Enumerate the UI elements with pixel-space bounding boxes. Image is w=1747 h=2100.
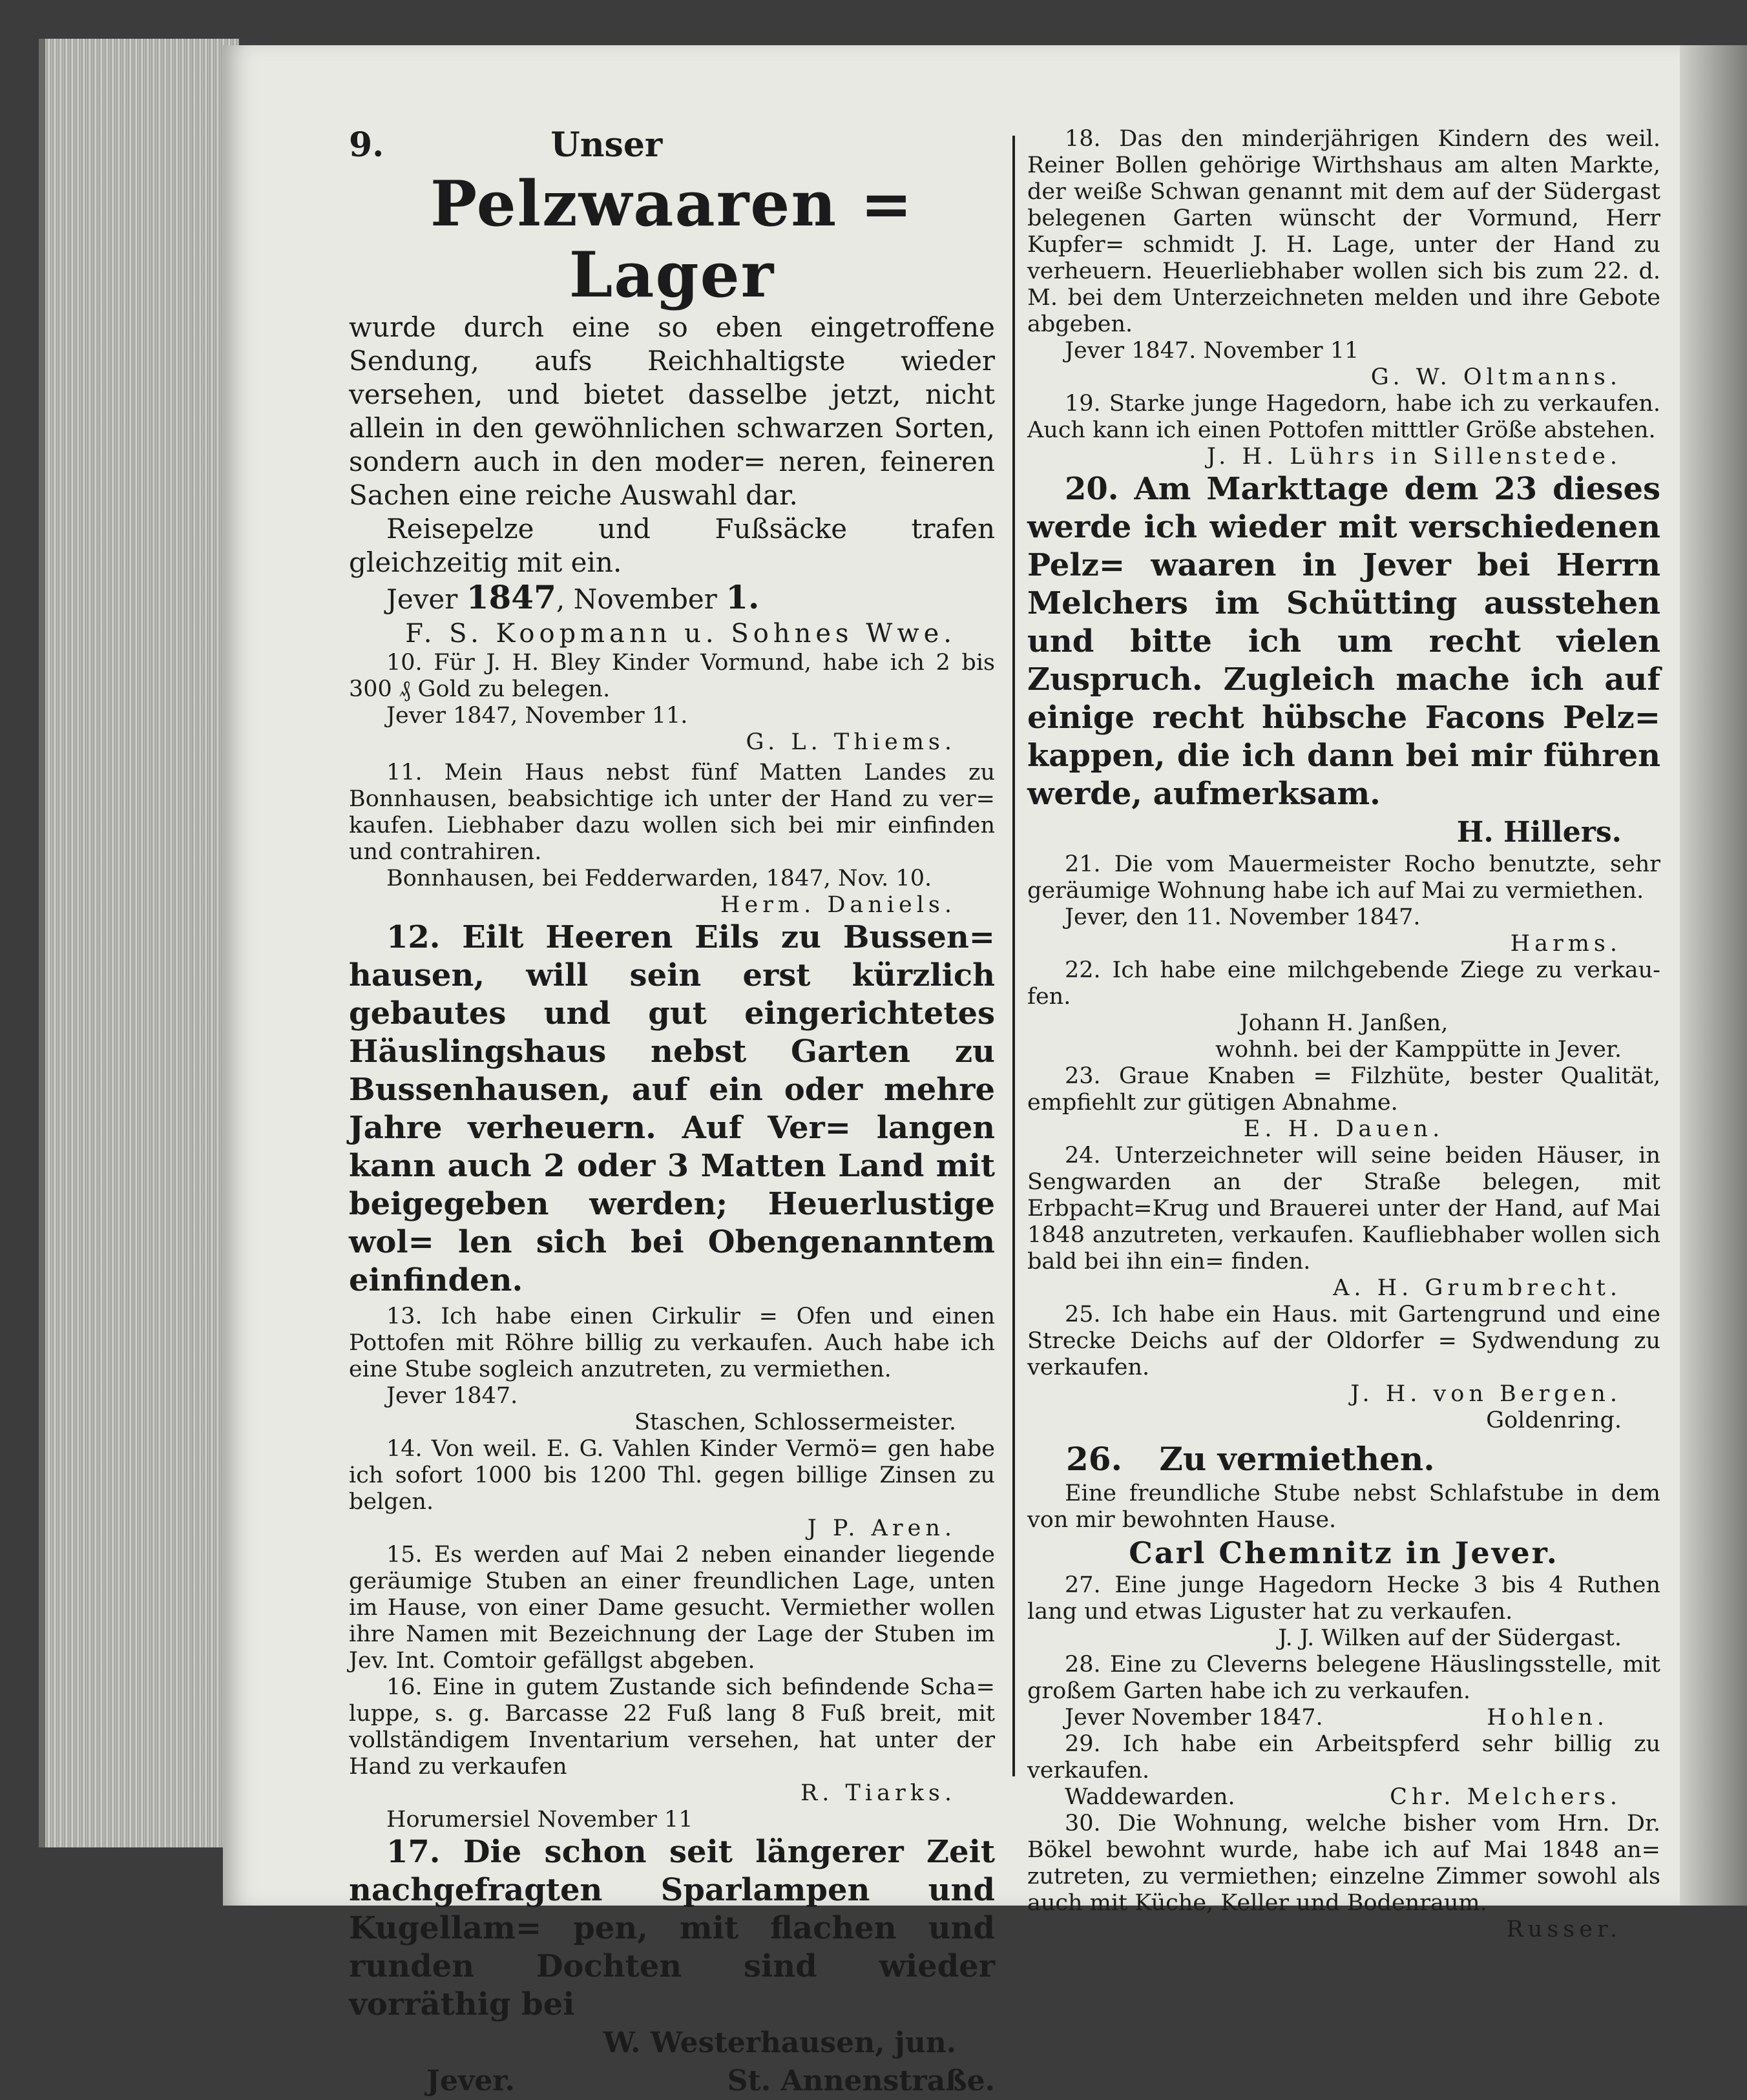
ad-23-text: 23. Graue Knaben = Filzhüte, bester Qualität, empfiehlt zur gütigen Abnahme. xyxy=(1027,1063,1660,1116)
ad-28 xyxy=(1027,1652,1660,1731)
ad-17-signature: W. Westerhausen, jun. xyxy=(603,2026,956,2059)
ad-16-text: 16. Eine in gutem Zustande sich befindende Scha= luppe, s. g. Barcasse 22 Fuß lang 8 Fuß breit, mit vollständigem Inventarium versehen, hat unter der Hand zu verkaufen xyxy=(349,1674,995,1780)
ad-21-text: 21. Die vom Mauermeister Rocho benutzte, sehr geräumige Wohnung habe ich auf Mai zu vermiethen. xyxy=(1027,851,1660,904)
ad-25-place: Goldenring. xyxy=(1486,1408,1622,1433)
ad-19-signature: J. H. Lührs in Sillenstede. xyxy=(1206,444,1622,470)
ad-10 xyxy=(349,650,995,756)
ad-21-signature: Harms. xyxy=(1510,931,1622,957)
ad-22-signature: Johann H. Janßen, xyxy=(1239,1010,1449,1036)
ad-22-address: wohnh. bei der Kamppütte in Jever. xyxy=(1215,1037,1622,1063)
ad-28-text: 28. Eine zu Cleverns belegene Häuslingsstelle, mit großem Garten habe ich zu verkaufen. xyxy=(1027,1652,1660,1704)
ad-11-text: 11. Mein Haus nebst fünf Matten Landes zu Bonnhausen, beabsichtige ich unter der Hand zu ver= kaufen. Liebhaber dazu wollen sich bei mir einfinden und contrahiren. xyxy=(349,760,995,865)
ad-12-text: 12. Eilt Heeren Eils zu Bussen= hausen, will sein erst kürzlich gebautes und gut eingerichtetes Häuslingshaus nebst Garten zu Bussenhausen, auf ein oder mehre Jahre verheuern. Auf Ver= langen kann auch 2 oder 3 Matten Land mit beigegeben werden; Heuerlustige wol= len sich bei Obengenanntem einfinden. xyxy=(349,919,995,1298)
ad-21 xyxy=(1027,851,1660,957)
ad-18 xyxy=(1027,126,1660,391)
ad-21-date: Jever, den 11. November 1847. xyxy=(1065,904,1421,930)
ad-18-signature: G. W. Oltmanns. xyxy=(1370,364,1622,390)
column-divider xyxy=(1012,136,1015,1776)
ad-9-body2: Reisepelze und Fußsäcke trafen gleichzeitig mit ein. xyxy=(349,513,995,578)
ad-11-date: Bonnhausen, bei Fedderwarden, 1847, Nov. 10. xyxy=(386,866,932,891)
ad-22 xyxy=(1027,957,1660,1063)
ad-24-text: 24. Unterzeichneter will seine beiden Häuser, in Sengwarden an der Straße belegen, mit Erbpacht=Krug und Brauerei unter der Hand, auf Mai 1848 anzutreten, verkaufen. Kaufliebhaber wollen sich bald bei ihn ein= finden. xyxy=(1027,1143,1660,1274)
ad-20-text: 20. Am Markttage dem 23 dieses werde ich wieder mit verschiedenen Pelz= waaren in Jever bei Herrn Melchers im Schütting ausstehen und bitte ich um recht vielen Zuspruch. Zugleich mache ich auf einige recht hübsche Facons Pelz= kappen, die ich dann bei mir führen werde, aufmerksam. xyxy=(1027,471,1660,812)
ad-17 xyxy=(349,1833,995,2100)
ad-26 xyxy=(1027,1439,1660,1572)
ad-10-text: 10. Für J. H. Bley Kinder Vormund, habe ich 2 bis 300 ₰ Gold zu belegen. xyxy=(349,650,995,702)
ad-25-text: 25. Ich habe ein Haus. mit Gartengrund und eine Strecke Deichs auf der Oldorfer = Sydwendung zu verkaufen. xyxy=(1027,1302,1660,1380)
ad-29-text: 29. Ich habe ein Arbeitspferd sehr billig zu verkaufen. xyxy=(1027,1731,1660,1783)
ad-19-text: 19. Starke junge Hagedorn, habe ich zu verkaufen. Auch kann ich einen Pottofen mitttler Größe abstehen. xyxy=(1027,391,1660,443)
left-column xyxy=(349,126,995,2100)
ad-23 xyxy=(1027,1063,1660,1143)
ad-29 xyxy=(1027,1731,1660,1811)
ad-24 xyxy=(1027,1143,1660,1302)
ad-15-text: 15. Es werden auf Mai 2 neben einander liegende geräumige Stuben an einer freundlichen Lage, unten im Hause, von einer Dame gesucht. Vermiether wollen ihre Namen mit Bezeichnung der Lage der Stuben im Jev. Int. Comtoir gefällgst abgeben. xyxy=(349,1542,995,1674)
ad-number: 9. xyxy=(349,125,384,165)
ad-9-heading xyxy=(349,126,995,165)
ad-26-heading xyxy=(1066,1439,1660,1479)
ad-12 xyxy=(349,919,995,1300)
ad-28-signature: Hohlen. xyxy=(1487,1705,1609,1731)
ad-27-signature: J. J. Wilken auf der Südergast. xyxy=(1278,1625,1622,1651)
ad-9-signature: F. S. Koopmann u. Sohnes Wwe. xyxy=(405,619,956,649)
ad-28-footer xyxy=(1027,1705,1660,1731)
date-rest: , November xyxy=(556,583,717,615)
ad-27-text: 27. Eine junge Hagedorn Hecke 3 bis 4 Ruthen lang und etwas Liguster hat zu verkaufen. xyxy=(1027,1572,1660,1625)
ad-17-text: 17. Die schon seit längerer Zeit nachgefragten Sparlampen und Kugellam= pen, mit flachen und runden Dochten sind wieder vorräthig bei xyxy=(349,1834,995,2022)
date-place: Jever xyxy=(386,583,458,615)
ad-26-title: Zu vermiethen. xyxy=(1159,1440,1435,1478)
date-day: 1. xyxy=(726,578,760,616)
ad-14-signature: J P. Aren. xyxy=(807,1515,956,1541)
ad-29-place: Waddewarden. xyxy=(1065,1784,1235,1810)
ad-head-word: Unser xyxy=(550,125,663,165)
ad-30-signature: Russer. xyxy=(1506,1917,1622,1942)
ad-30-text: 30. Die Wohnung, welche bisher vom Hrn. Dr. Bökel bewohnt wurde, habe ich auf Mai 1848 an= zutreten, zu vermiethen; einzelne Zimmer sowohl als auch mit Küche, Keller und Bodenraum. xyxy=(1027,1811,1660,1916)
ad-28-date: Jever November 1847. xyxy=(1065,1705,1323,1731)
ad-19 xyxy=(1027,391,1660,470)
ad-10-date: Jever 1847, November 11. xyxy=(386,703,688,729)
ad-17-street: St. Annenstraße. xyxy=(727,2064,995,2097)
ad-25 xyxy=(1027,1302,1660,1434)
ad-13-date: Jever 1847. xyxy=(386,1383,518,1409)
ad-9-date xyxy=(349,579,995,618)
ad-9-body: wurde durch eine so eben eingetroffene Sendung, aufs Reichhaltigste wieder versehen, und bietet dasselbe jetzt, nicht allein in den gewöhnlichen schwarzen Sorten, sondern auch in den moder= neren, feineren Sachen eine reiche Auswahl dar. xyxy=(349,311,995,511)
book-page-edges xyxy=(39,39,239,1847)
ad-9-title: Pelzwaaren = Lager xyxy=(430,167,914,311)
book-gutter xyxy=(1680,45,1747,1906)
ad-13-text: 13. Ich habe einen Cirkulir = Ofen und einen Pottofen mit Röhre billig zu verkaufen. Auch habe ich eine Stube sogleich anzutreten, zu vermiethen. xyxy=(349,1304,995,1382)
date-year: 1847 xyxy=(466,578,556,616)
ad-29-footer xyxy=(1027,1784,1660,1811)
ad-23-signature: E. H. Dauen. xyxy=(1243,1116,1445,1142)
ad-27 xyxy=(1027,1572,1660,1652)
ad-16 xyxy=(349,1674,995,1833)
ad-26-signature: Carl Chemnitz in Jever. xyxy=(1129,1535,1559,1570)
ad-number: 26. xyxy=(1066,1440,1122,1478)
ad-18-text: 18. Das den minderjährigen Kindern des weil. Reiner Bollen gehörige Wirthshaus am alten Markte, der weiße Schwan genannt mit dem auf der Südergast belegenen Garten wünscht der Vormund, Herr Kupfer= schmidt J. H. Lage, unter der Hand zu verheuern. Heuerliebhaber wollen sich bis zum 22. d. M. bei dem Unterzeichneten melden und ihre Gebote abgeben. xyxy=(1027,126,1660,337)
ad-22-text: 22. Ich habe eine milchgebende Ziege zu verkau- fen. xyxy=(1027,957,1660,1010)
ad-10-signature: G. L. Thiems. xyxy=(746,729,956,755)
ad-9 xyxy=(349,126,995,650)
ad-16-signature: R. Tiarks. xyxy=(800,1780,956,1806)
ad-24-signature: A. H. Grumbrecht. xyxy=(1333,1275,1622,1301)
ad-20 xyxy=(1027,470,1660,851)
ad-25-signature: J. H. von Bergen. xyxy=(1350,1381,1622,1407)
ad-17-place: Jever. xyxy=(426,2064,515,2097)
ad-14 xyxy=(349,1436,995,1542)
right-column xyxy=(1027,126,1660,1943)
ad-13-signature: Staschen, Schlossermeister. xyxy=(634,1409,956,1435)
ad-13 xyxy=(349,1304,995,1436)
ad-11 xyxy=(349,760,995,919)
ad-14-text: 14. Von weil. E. G. Vahlen Kinder Vermö= gen habe ich sofort 1000 bis 1200 Thl. gegen billige Zinsen zu belgen. xyxy=(349,1436,995,1515)
ad-17-footer xyxy=(349,2062,995,2100)
ad-18-date: Jever 1847. November 11 xyxy=(1065,338,1359,364)
ad-29-signature: Chr. Melchers. xyxy=(1390,1784,1622,1810)
ad-26-text: Eine freundliche Stube nebst Schlafstube in dem von mir bewohnten Hause. xyxy=(1027,1481,1660,1533)
ad-20-signature: H. Hillers. xyxy=(1456,816,1622,849)
ad-30 xyxy=(1027,1811,1660,1943)
ad-11-signature: Herm. Daniels. xyxy=(720,892,956,918)
ad-16-date: Horumersiel November 11 xyxy=(386,1807,693,1833)
ad-15 xyxy=(349,1542,995,1674)
